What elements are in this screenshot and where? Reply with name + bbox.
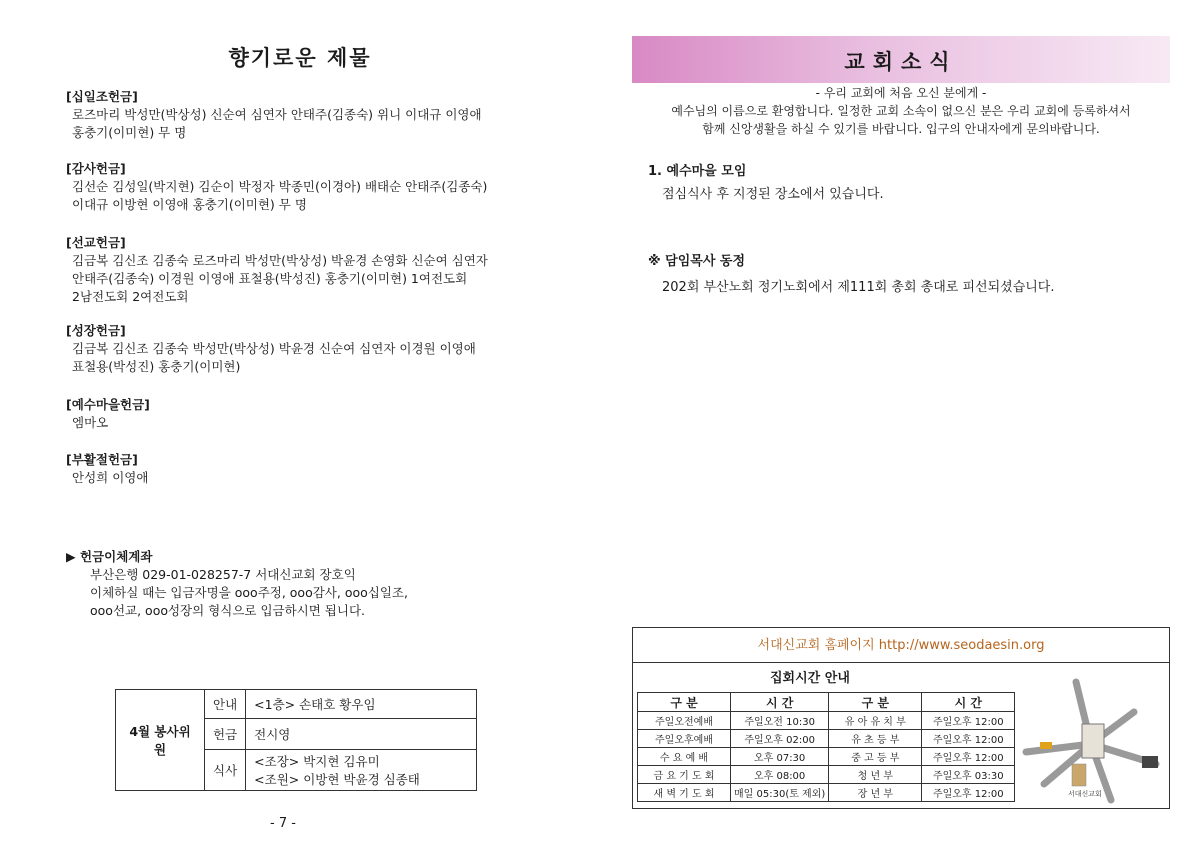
schedule-header: 구 분 — [638, 693, 731, 712]
schedule-row — [638, 748, 1015, 766]
schedule-cell: 주일오후예배 — [638, 730, 731, 748]
schedule-row — [638, 784, 1015, 802]
offering-section — [66, 396, 586, 432]
offering-section — [66, 451, 586, 487]
schedule-table — [637, 692, 1015, 802]
schedule-row — [638, 730, 1015, 748]
schedule-cell: 주일오후 12:00 — [922, 730, 1015, 748]
schedule-title: 집회시간 안내 — [770, 671, 850, 686]
schedule-cell: 주일오후 02:00 — [731, 730, 829, 748]
page-title: 향기로운 제물 — [228, 46, 372, 70]
offering-names-line: 김금복 김신조 김종숙 박성만(박상성) 박윤경 신순여 심연자 이경원 이영애 — [72, 341, 476, 356]
schedule-cell: 주일오후 03:30 — [922, 766, 1015, 784]
church-map-image — [1016, 672, 1166, 804]
account-line: ooo선교, ooo성장의 형식으로 입금하시면 됩니다. — [90, 603, 366, 618]
welcome-line: 예수님의 이름으로 환영합니다. 일정한 교회 소속이 없으신 분은 우리 교회에 등록하셔서 — [671, 104, 1131, 118]
volunteer-names: 전시영 — [246, 719, 477, 750]
volunteer-name-line: <조장> 박지현 김유미 — [254, 754, 380, 769]
schedule-row — [638, 766, 1015, 784]
offering-section — [66, 234, 586, 306]
schedule-cell: 유 초 등 부 — [829, 730, 922, 748]
schedule-cell: 매일 05:30(토 제외) — [731, 784, 829, 802]
schedule-header: 구 분 — [829, 693, 922, 712]
volunteer-label: 4월 봉사위원 — [116, 690, 205, 791]
news-body: 202회 부산노회 정기노회에서 제111회 총회 총대로 피선되셨습니다. — [662, 280, 1055, 295]
offering-names-line: 로즈마리 박성만(박상성) 신순여 심연자 안태주(김종숙) 위니 이대규 이영애 — [72, 107, 482, 122]
schedule-cell: 장 년 부 — [829, 784, 922, 802]
news-heading: 1. 예수마을 모임 — [648, 164, 747, 179]
offering-names-line: 엠마오 — [72, 415, 109, 430]
welcome-message — [632, 84, 1170, 138]
schedule-rows — [638, 712, 1015, 802]
schedule-header: 시 간 — [922, 693, 1015, 712]
welcome-heading: - 우리 교회에 처음 오신 분에게 - — [815, 86, 987, 100]
volunteer-role: 안내 — [205, 690, 246, 719]
offering-names-line: 김금복 김신조 김종숙 로즈마리 박성만(박상성) 박윤경 손영화 신순여 심연자 — [72, 253, 488, 268]
offering-section — [66, 160, 586, 214]
offering-section — [66, 88, 586, 142]
schedule-cell: 중 고 등 부 — [829, 748, 922, 766]
schedule-cell: 주일오후 12:00 — [922, 712, 1015, 730]
offering-names-line: 표철용(박성진) 홍충기(이미현) — [72, 359, 241, 374]
homepage-link[interactable]: 서대신교회 홈페이지 http://www.seodaesin.org — [633, 628, 1169, 663]
account-line: 부산은행 029-01-028257-7 서대신교회 장호익 — [90, 567, 356, 582]
volunteer-table — [115, 689, 477, 791]
offering-heading: [선교헌금] — [66, 235, 126, 250]
schedule-cell: 주일오전 10:30 — [731, 712, 829, 730]
offering-heading: [부활절헌금] — [66, 452, 138, 467]
schedule-cell: 새 벽 기 도 회 — [638, 784, 731, 802]
schedule-row — [638, 712, 1015, 730]
volunteer-role: 식사 — [205, 750, 246, 791]
news-heading: ※ 담임목사 동정 — [648, 254, 746, 269]
schedule-cell: 청 년 부 — [829, 766, 922, 784]
schedule-cell: 금 요 기 도 회 — [638, 766, 731, 784]
offering-heading: [십일조헌금] — [66, 89, 138, 104]
schedule-cell: 유 아 유 치 부 — [829, 712, 922, 730]
offering-heading: [예수마을헌금] — [66, 397, 150, 412]
schedule-cell: 오후 07:30 — [731, 748, 829, 766]
offering-heading: [성장헌금] — [66, 323, 126, 338]
offering-names-line: 2남전도회 2여전도회 — [72, 289, 189, 304]
account-line: 이체하실 때는 입금자명을 ooo주정, ooo감사, ooo십일조, — [90, 585, 408, 600]
map-church-label: 서대신교회 — [1068, 790, 1102, 798]
schedule-cell: 주일오후 12:00 — [922, 784, 1015, 802]
volunteer-names: <1층> 손태호 황우임 — [246, 690, 477, 719]
schedule-cell: 주일오후 12:00 — [922, 748, 1015, 766]
schedule-cell: 수 요 예 배 — [638, 748, 731, 766]
offering-names-line: 이대규 이방현 이영애 홍충기(이미현) 무 명 — [72, 197, 307, 212]
offering-section — [66, 322, 586, 376]
offering-heading: [감사헌금] — [66, 161, 126, 176]
news-banner-title: 교회소식 — [844, 50, 958, 74]
offering-names-line: 안성희 이영애 — [72, 470, 149, 485]
account-heading: ▶ 헌금이체계좌 — [66, 549, 153, 564]
schedule-cell: 주일오전예배 — [638, 712, 731, 730]
welcome-line: 함께 신앙생활을 하실 수 있기를 바랍니다. 입구의 안내자에게 문의바랍니다. — [702, 122, 1100, 136]
schedule-cell: 오후 08:00 — [731, 766, 829, 784]
volunteer-name-line: <조원> 이방현 박윤경 심종태 — [254, 772, 420, 787]
account-info — [66, 548, 586, 620]
offering-names-line: 안태주(김종숙) 이경원 이영애 표철용(박성진) 홍충기(이미현) 1여전도회 — [72, 271, 468, 286]
page-number: - 7 - — [270, 816, 296, 831]
offering-names-line: 홍충기(이미현) 무 명 — [72, 125, 187, 140]
volunteer-names — [246, 750, 477, 791]
schedule-header: 시 간 — [731, 693, 829, 712]
news-body: 점심식사 후 지정된 장소에서 있습니다. — [662, 187, 884, 202]
volunteer-role: 헌금 — [205, 719, 246, 750]
offering-names-line: 김선순 김성일(박지현) 김순이 박정자 박종민(이경아) 배태순 안태주(김종숙) — [72, 179, 488, 194]
